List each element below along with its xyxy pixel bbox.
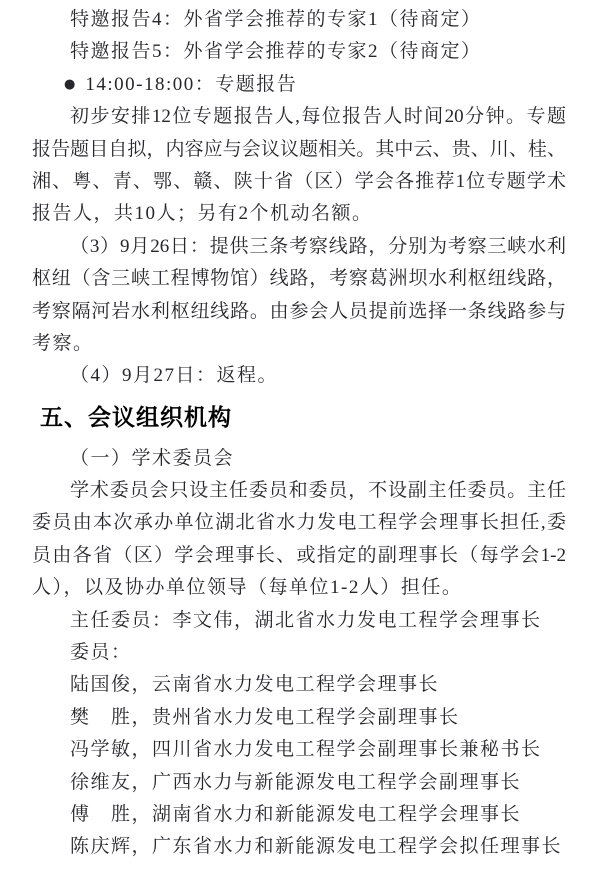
member-line: 陈庆辉，广东省水力和新能源发电工程学会拟任理事长 xyxy=(70,836,563,858)
invited-report-5-line: 特邀报告5：外省学会推荐的专家2（待商定） xyxy=(70,41,482,63)
chair-line: 主任委员：李文伟，湖北省水力发电工程学会理事长 xyxy=(70,609,542,631)
bullet-icon: ● xyxy=(64,76,76,92)
committee-paragraph-line: 委员由本次承办单位湖北省水力发电工程学会理事长担任,委 xyxy=(32,512,566,534)
inspection-paragraph-line: 考察。 xyxy=(32,332,94,354)
member-line: 冯学敏，四川省水力发电工程学会副理事长兼秘书长 xyxy=(70,739,542,761)
member-line: 傅 胜，湖南省水力和新能源发电工程学会理事长 xyxy=(70,803,522,825)
committee-paragraph-line: 人），以及协办单位领导（每单位1-2人）担任。 xyxy=(32,577,463,599)
inspection-paragraph-line: （3）9月26日：提供三条考察线路，分别为考察三峡水利 xyxy=(70,235,566,257)
member-line: 樊 胜，贵州省水力发电工程学会副理事长 xyxy=(70,706,460,728)
topic-paragraph-line: 报告题目自拟，内容应与会议议题相关。其中云、贵、川、桂、 xyxy=(32,138,566,160)
agenda-bullet-text: 14:00-18:00：专题报告 xyxy=(85,73,298,95)
committee-paragraph-line: 员由各省（区）学会理事长、或指定的副理事长（每学会1-2 xyxy=(32,544,566,566)
committee-paragraph-line: 学术委员会只设主任委员和委员，不设副主任委员。主任 xyxy=(70,480,566,502)
subsection-heading: （一）学术委员会 xyxy=(70,447,235,469)
topic-paragraph-line: 报告人，共10人；另有2个机动名额。 xyxy=(32,203,373,225)
return-date-line: （4）9月27日：返程。 xyxy=(70,365,279,387)
invited-report-4-line: 特邀报告4：外省学会推荐的专家1（待商定） xyxy=(70,9,482,30)
topic-paragraph-line: 湘、粤、青、鄂、赣、陕十省（区）学会各推荐1位专题学术 xyxy=(32,170,566,192)
topic-paragraph-line: 初步安排12位专题报告人,每位报告人时间20分钟。专题 xyxy=(70,106,566,128)
inspection-paragraph-line: 枢纽（含三峡工程博物馆）线路，考察葛洲坝水利枢纽线路， xyxy=(32,268,566,290)
member-line: 陆国俊，云南省水力发电工程学会理事长 xyxy=(70,674,440,696)
section-heading: 五、会议组织机构 xyxy=(40,403,232,430)
agenda-bullet-line xyxy=(32,69,566,101)
members-label: 委员： xyxy=(70,642,132,664)
member-line: 徐维友，广西水力与新能源发电工程学会副理事长 xyxy=(70,771,522,793)
inspection-paragraph-line: 考察隔河岩水利枢纽线路。由参会人员提前选择一条线路参与 xyxy=(32,300,566,322)
